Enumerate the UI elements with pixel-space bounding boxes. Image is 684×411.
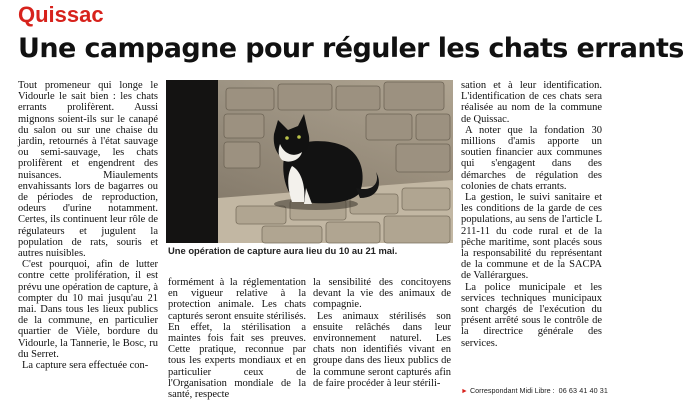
article-column-3 xyxy=(313,277,451,411)
paragraph: C'est pourquoi, afin de lutter contre cette prolifération, il est prévu une opération de capture, à compter du 10 mai jusqu'au 21 mai. Dans tous les lieux publics de la commune, en particulier quartier de Vièle, bordure du Vidourle, la Tannerie, le Bosc, ru du Serret. xyxy=(18,259,158,360)
article-photo xyxy=(166,80,453,243)
credit-phone: 06 63 41 40 31 xyxy=(558,386,609,395)
article-column-4 xyxy=(461,80,602,380)
cat-on-wall-photo xyxy=(166,80,453,243)
paragraph: la sensibilité des concitoyens devant la vie des animaux de compagnie. xyxy=(313,277,451,311)
article-column-1 xyxy=(18,80,158,411)
paragraph: Tout promeneur qui longe le Vidourle le sait bien : les chats errants prolifèrent. Aussi mignons soient-ils sur le canapé du salon ou sur une chaise du jardin, retournés à l'état sauvage ou semi-sauvage, les chats prolifèrent et engendrent des nuisances. Miaulements envahissants lors de bagarres ou de périodes de reproduction, odeurs d'urine notamment. Certes, ils continuent leur rôle de régulateurs et jugulent la population de rats, souris et autres nuisibles. xyxy=(18,80,158,260)
paragraph: A noter que la fondation 30 millions d'amis apporte un soutien financier aux communes qui s'engagent dans des démarches de régulation des colonies de chats errants. xyxy=(461,124,602,192)
paragraph: La capture sera effectuée con- xyxy=(22,360,149,372)
photo-caption: Une opération de capture aura lieu du 10 au 21 mai. xyxy=(168,245,398,256)
paragraph: Les animaux stérilisés son ensuite relâchés dans leur environnement naturel. Les chats non identifiés vivant en groupe dans des lieux publics de la commune seront capturés afin de faire procéder à leur stérili- xyxy=(313,310,451,389)
triangle-right-icon: ► xyxy=(461,388,468,395)
paragraph: sation et à leur identification. L'identification de ces chats sera réalisée au nom de la commune de Quissac. xyxy=(461,80,602,125)
section-kicker: Quissac xyxy=(18,2,104,27)
paragraph: La gestion, le suivi sanitaire et les conditions de la garde de ces populations, au sens de l'article L 211-11 du code rural et de la pêche maritime, sont placés sous la responsabilité du représentant de la commune et de la SACPA de Vallérargues. xyxy=(461,192,602,282)
credit-label: Correspondant Midi Libre : xyxy=(469,386,555,395)
paragraph: formément à la réglementation en vigueur relative à la protection animale. Les chats capturés seront ensuite stérilisés. En effet, la stérilisation a maintes fois fait ses preuves. Cette pratique, reconnue par tous les experts mondiaux et en particulier ceux de l'Organisation mondiale de la santé, respecte xyxy=(168,277,306,401)
paragraph: La police municipale et les services techniques municipaux sont chargés de l'exécution du présent arrêté sous le contrôle de la directrice générale des services. xyxy=(461,281,602,349)
correspondent-credit xyxy=(461,386,609,397)
article-column-2 xyxy=(168,277,306,411)
headline: Une campagne pour réguler les chats errants xyxy=(18,33,684,64)
